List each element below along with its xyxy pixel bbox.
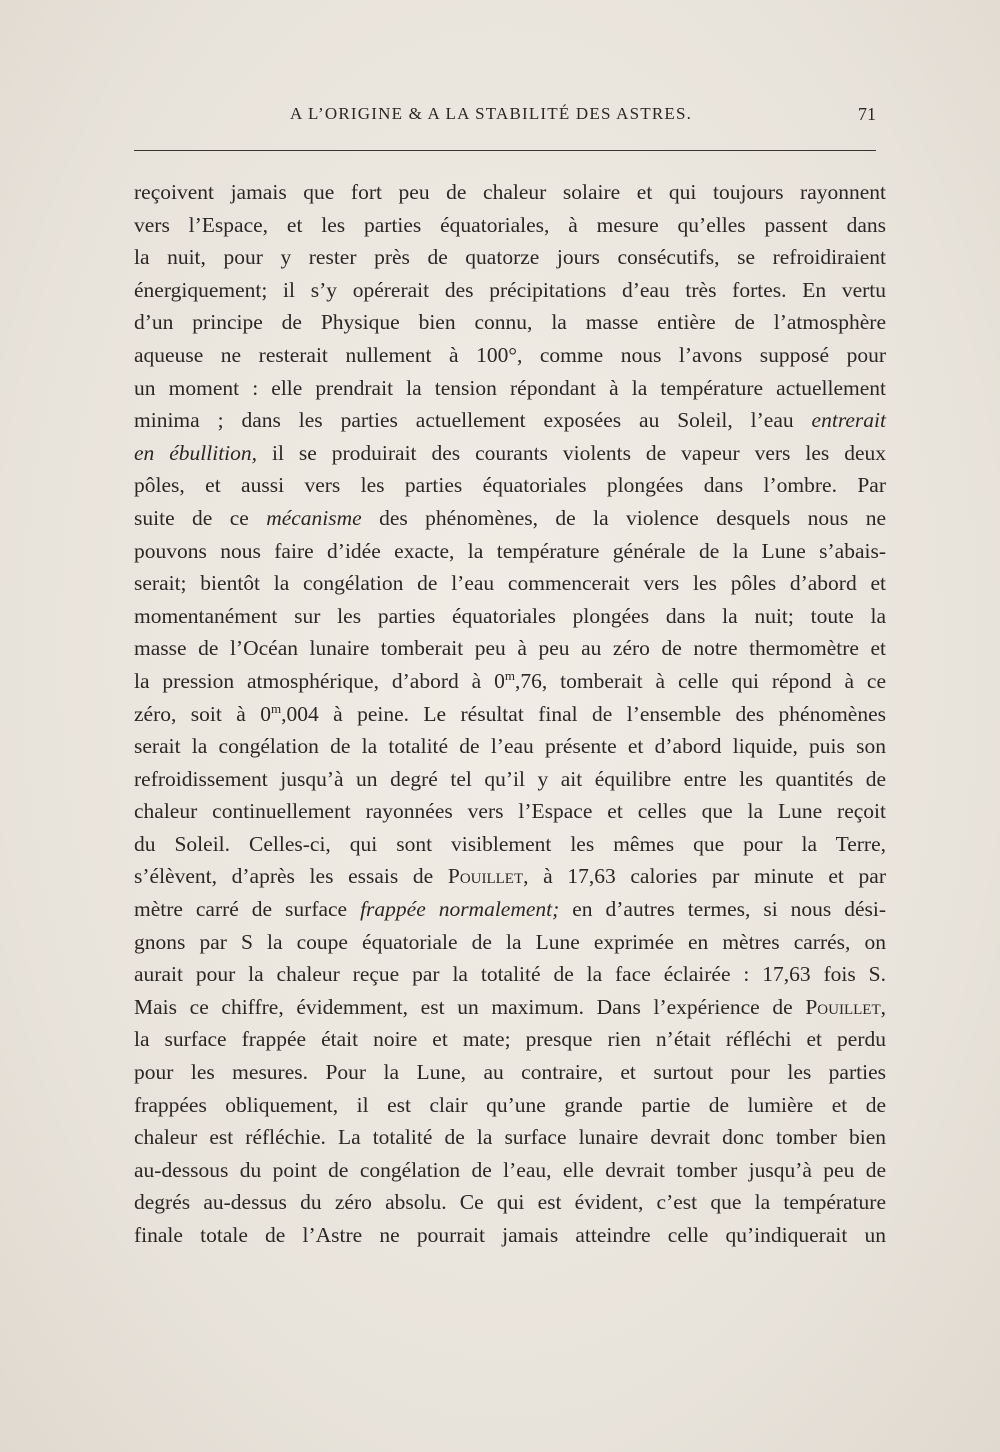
text-segment: , [880, 994, 886, 1019]
text-line [134, 1089, 886, 1122]
text-segment: reçoivent jamais que fort peu de chaleur solaire et qui toujours rayonnent [134, 180, 886, 204]
text-segment: la surface frappée était noire et mate; presque rien n’était réfléchi et perdu [134, 1027, 886, 1052]
text-segment: aurait pour la chaleur reçue par la totalité de la face éclairée : 17,63 fois S. [134, 962, 886, 987]
text-segment: Pouillet [447, 864, 524, 889]
text-line [134, 306, 886, 339]
text-segment: pouvons nous faire d’idée exacte, la température générale de la Lune s’abais- [134, 538, 886, 563]
page-number: 71 [858, 104, 876, 124]
text-segment: ,76, tomberait à celle qui répond à ce [515, 668, 887, 693]
text-segment: m [504, 667, 516, 683]
text-segment: il se produirait des courants violents de vapeur vers les deux [257, 440, 886, 465]
text-line [134, 209, 886, 242]
text-segment: m [270, 700, 282, 716]
text-segment: énergiquement; il s’y opérerait des précipitations d’eau très fortes. En vertu [134, 277, 886, 302]
text-line [134, 665, 886, 698]
text-line [134, 893, 886, 926]
text-line [134, 926, 886, 959]
text-line [134, 469, 886, 502]
text-segment: frappée normalement; [360, 897, 560, 922]
text-line [134, 860, 886, 893]
text-line [134, 1056, 886, 1089]
text-line [134, 730, 886, 763]
text-segment: aqueuse ne resterait nullement à 100°, comme nous l’avons supposé pour [134, 342, 886, 367]
text-segment: serait; bientôt la congélation de l’eau commencerait vers les pôles d’abord et [134, 571, 886, 596]
text-segment: en d’autres termes, si nous dési- [559, 897, 886, 922]
text-segment: minima ; dans les parties actuellement exposées au Soleil, l’eau [134, 408, 812, 433]
text-segment: chaleur continuellement rayonnées vers l’Espace et celles que la Lune reçoit [134, 799, 886, 824]
text-segment: la pression atmosphérique, d’abord à 0 [134, 668, 505, 693]
text-line [134, 698, 886, 731]
text-line [134, 991, 886, 1024]
text-line [134, 795, 886, 828]
text-segment: gnons par S la coupe équatoriale de la Lune exprimée en mètres carrés, on [134, 929, 886, 954]
body-text [134, 176, 886, 1252]
text-line [134, 404, 886, 437]
text-segment: du Soleil. Celles-ci, qui sont visiblement les mêmes que pour la Terre, [134, 831, 886, 856]
text-segment: chaleur est réfléchie. La totalité de la surface lunaire devrait donc tomber bien [134, 1125, 886, 1150]
text-line [134, 958, 886, 991]
text-line [134, 763, 886, 796]
header-rule [134, 150, 876, 151]
text-segment: serait la congélation de la totalité de l’eau présente et d’abord liquide, puis son [134, 734, 886, 759]
running-header [134, 104, 876, 130]
text-segment: vers l’Espace, et les parties équatoriales, à mesure qu’elles passent dans [134, 212, 886, 237]
text-segment: , à 17,63 calories par minute et par [523, 864, 886, 889]
text-line [134, 1023, 886, 1056]
text-line [134, 1121, 886, 1154]
text-line [134, 502, 886, 535]
text-segment: degrés au-dessus du zéro absolu. Ce qui est évident, c’est que la température [134, 1190, 886, 1215]
text-segment: mécanisme [266, 505, 362, 530]
text-line [134, 372, 886, 405]
text-segment: entrerait [811, 408, 886, 433]
text-line [134, 241, 886, 274]
text-segment: Mais ce chiffre, évidemment, est un maximum. Dans l’expérience de [134, 994, 806, 1019]
text-line [134, 339, 886, 372]
text-segment: d’un principe de Physique bien connu, la masse entière de l’atmosphère [134, 310, 886, 335]
text-line [134, 567, 886, 600]
text-segment: masse de l’Océan lunaire tomberait peu à peu au zéro de notre thermomètre et [134, 636, 886, 661]
text-segment: finale totale de l’Astre ne pourrait jamais atteindre celle qu’indiquerait un [134, 1223, 886, 1247]
text-line [134, 1186, 886, 1219]
text-line [134, 828, 886, 861]
text-line [134, 1219, 886, 1252]
text-segment: ,004 à peine. Le résultat final de l’ensemble des phénomènes [281, 701, 886, 726]
text-segment: un moment : elle prendrait la tension répondant à la température actuellement [134, 375, 886, 400]
text-line [134, 176, 886, 209]
text-segment: s’élèvent, d’après les essais de [134, 864, 448, 889]
text-segment: suite de ce [134, 505, 267, 530]
text-segment: refroidissement jusqu’à un degré tel qu’il y ait équilibre entre les quantités de [134, 766, 886, 791]
text-line [134, 535, 886, 568]
text-segment: pour les mesures. Pour la Lune, au contraire, et surtout pour les parties [134, 1060, 886, 1085]
running-title: A L’ORIGINE & A LA STABILITÉ DES ASTRES. [290, 104, 693, 123]
text-segment: momentanément sur les parties équatoriales plongées dans la nuit; toute la [134, 603, 886, 628]
text-segment: zéro, soit à 0 [134, 701, 271, 726]
text-segment: des phénomènes, de la violence desquels nous ne [361, 505, 886, 530]
text-line [134, 437, 886, 470]
text-line [134, 274, 886, 307]
text-segment: mètre carré de surface [134, 897, 361, 922]
text-segment: frappées obliquement, il est clair qu’une grande partie de lumière et de [134, 1092, 886, 1117]
text-segment: la nuit, pour y rester près de quatorze jours consécutifs, se refroidiraient [134, 245, 886, 270]
text-segment: pôles, et aussi vers les parties équatoriales plongées dans l’ombre. Par [134, 473, 886, 498]
text-segment: Pouillet [805, 994, 881, 1019]
text-segment: en ébullition, [134, 440, 258, 465]
text-line [134, 600, 886, 633]
text-segment: au-dessous du point de congélation de l’eau, elle devrait tomber jusqu’à peu de [134, 1157, 886, 1182]
text-line [134, 632, 886, 665]
text-line [134, 1154, 886, 1187]
